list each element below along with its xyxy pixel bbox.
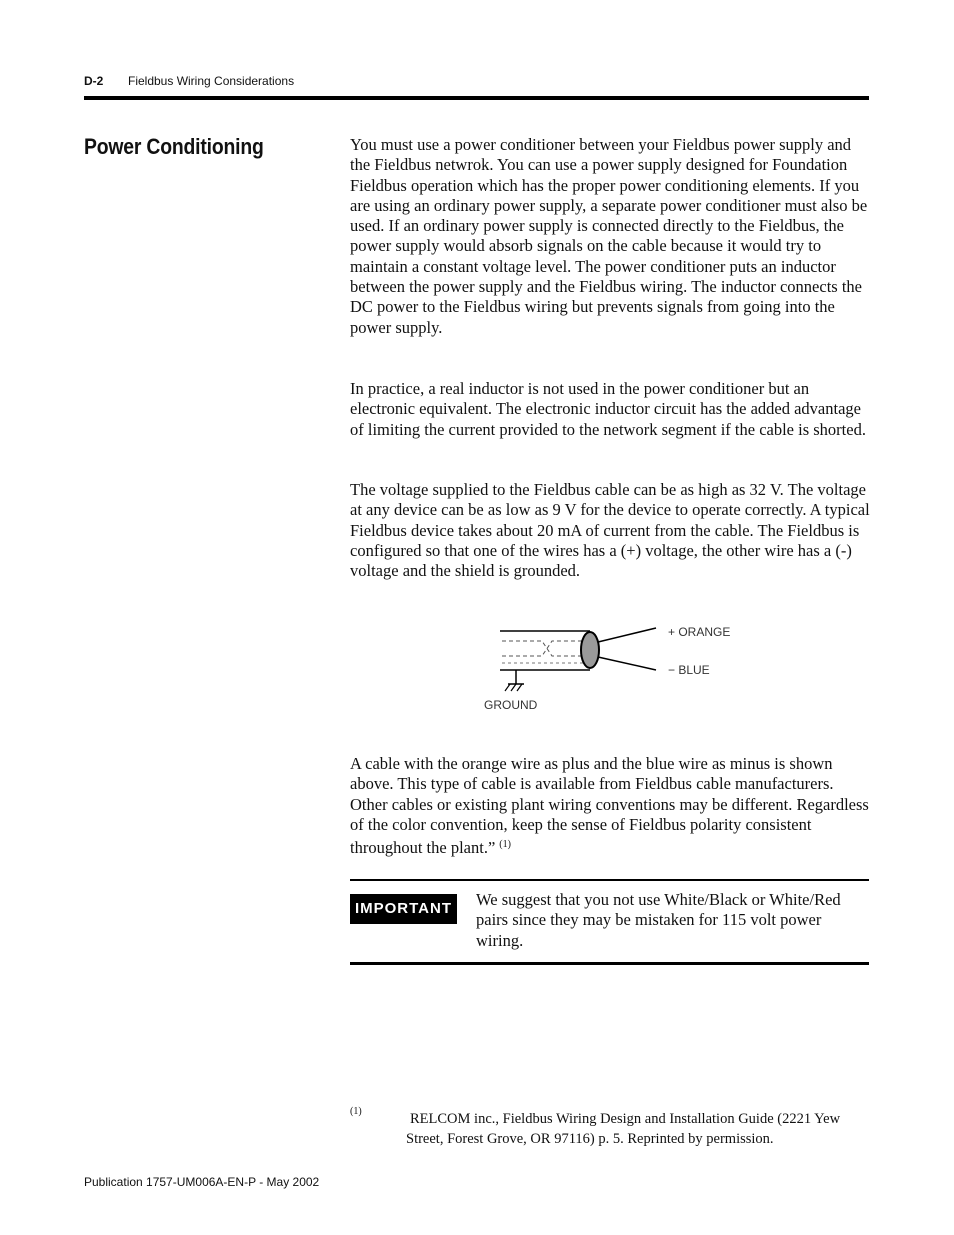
ground-hatch-1 (505, 684, 510, 691)
label-ground: GROUND (484, 698, 538, 712)
footnote-text: RELCOM inc., Fieldbus Wiring Design and Installation Guide (2221 Yew Street, Forest Grove, OR 97116) p. 5. Reprinted by permission. (406, 1111, 841, 1147)
publication-footer: Publication 1757-UM006A-EN-P - May 2002 (84, 1175, 320, 1189)
wire-orange-lead (598, 628, 656, 642)
body-paragraph-4-text: A cable with the orange wire as plus and the blue wire as minus is shown above. This type of cable is available from Fieldbus cable manufacturers. Other cables or existing plant wiring conventions may be different. Regardless of the color convention, keep the sense of Fieldbus polarity consistent throughout the plant.” (350, 754, 869, 858)
ground-hatch-2 (511, 684, 516, 691)
label-plus-orange: + ORANGE (668, 625, 731, 639)
important-bottom-rule (350, 962, 869, 965)
ground-hatch-3 (517, 684, 522, 691)
cable-diagram (480, 612, 750, 722)
page-number: D-2 (84, 74, 104, 88)
body-paragraph-2: In practice, a real inductor is not used in the power conditioner but an electronic equivalent. The electronic inductor circuit has the added advantage of limiting the current provided to the network segment if the cable is shorted. (350, 379, 866, 439)
footnote-reference: (1) (499, 839, 511, 851)
footnote-marker: (1) (350, 1106, 362, 1117)
important-badge: IMPORTANT (350, 894, 457, 924)
header-rule (84, 96, 869, 100)
section-title: Power Conditioning (84, 134, 264, 159)
body-paragraph-3: The voltage supplied to the Fieldbus cable can be as high as 32 V. The voltage at any device can be as low as 9 V for the device to operate correctly. A typical Fieldbus device takes about 20 mA of current from the cable. The Fieldbus is configured so that one of the wires has a (+) voltage, the other wire has a (-) voltage and the shield is grounded. (350, 480, 870, 581)
chapter-title: Fieldbus Wiring Considerations (128, 74, 295, 88)
cable-end-cap (581, 632, 599, 668)
important-text: We suggest that you not use White/Black or White/Red pairs since they may be mistaken for 115 volt power wiring. (476, 890, 841, 950)
label-minus-blue: − BLUE (668, 663, 710, 677)
wire-blue-lead (598, 657, 656, 670)
important-top-rule (350, 879, 869, 881)
body-paragraph-1: You must use a power conditioner between your Fieldbus power supply and the Fieldbus netwrok. You can use a power supply designed for Foundation Fieldbus operation which has the proper power conditioning elements. If you are using an ordinary power supply, a separate power conditioner must also be used. If an ordinary power supply is connected directly to the Fieldbus, the power supply would absorb signals on the cable because it would try to maintain a constant voltage level. The power conditioner puts an inductor between the power supply and the Fieldbus wiring. The inductor connects the DC power to the Fieldbus wiring but prevents signals from going into the power supply. (350, 135, 868, 337)
body-paragraph-4 (350, 754, 870, 858)
